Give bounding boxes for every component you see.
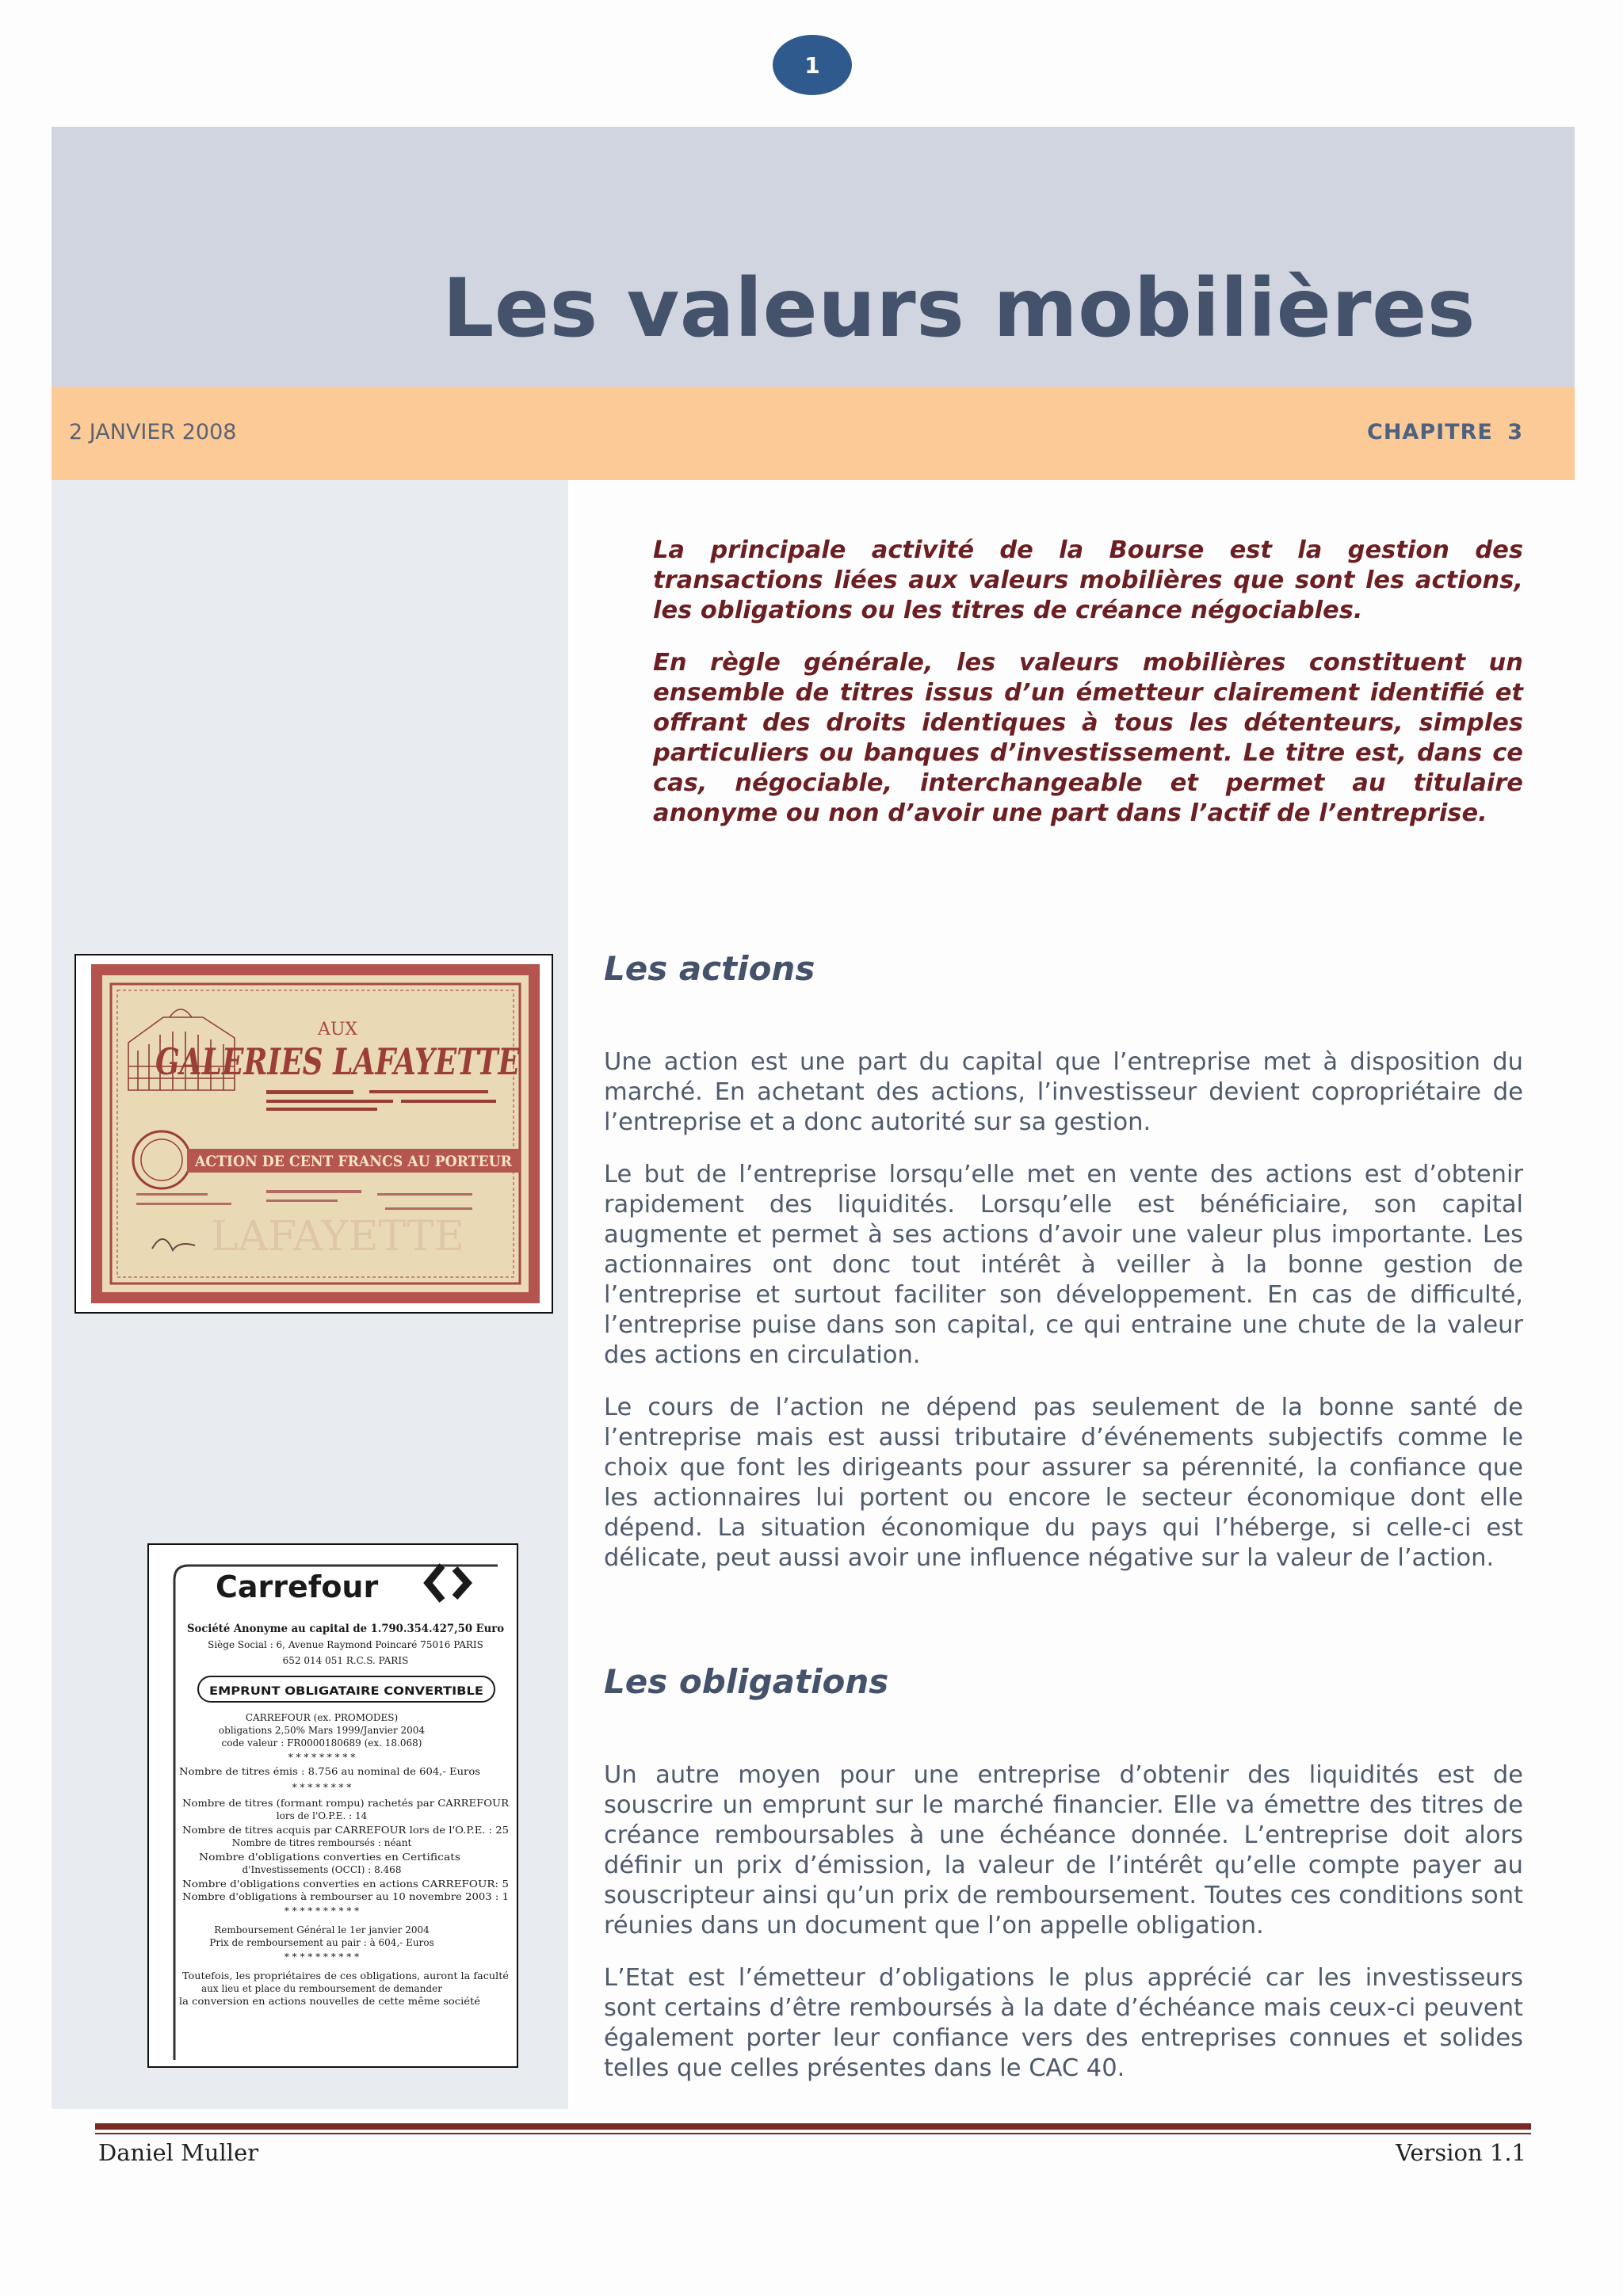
svg-text:Société Anonyme au capital de: Société Anonyme au capital de 1.790.354.427,50 Euro [187,1623,504,1635]
svg-text:* * * * * * * * *: * * * * * * * * * [288,1752,356,1763]
intro-paragraph: En règle générale, les valeurs mobilières constituent un ensemble de titres issus d’un émetteur clairement identifié et offrant des droits identiques à tous les détenteurs, simples particuliers ou banques d’investissement. Le titre est, dans ce cas, négociable, interchangeable et permet au titulaire anonyme ou non d’avoir une part dans l’actif de l’entreprise. [653,649,1523,827]
carrefour-bond-notice-image [147,1543,518,2068]
body-paragraph: Un autre moyen pour une entreprise d’obtenir des liquidités est de souscrire un emprunt sur le marché financier. Elle va émettre des titres de créance remboursables à une échéance donnée. L’entreprise doit alors définir un prix d’émission, la valeur de l’intérêt qu’elle compte payer au souscripteur ainsi qu’un prix de remboursement. Toutes ces conditions sont réunies dans un document que l’on appelle obligation. [604,1761,1523,1939]
svg-text:Nombre de titres acquis par CA: Nombre de titres acquis par CARREFOUR lors de l'O.P.E. : 25 [182,1825,509,1836]
svg-text:d'Investissements (OCCI) : 8.4: d'Investissements (OCCI) : 8.468 [242,1864,402,1875]
footer-divider [95,2123,1531,2130]
svg-text:* * * * * * * * * *: * * * * * * * * * * [284,1905,360,1917]
intro-block [653,536,1523,851]
meta-band [52,387,1575,480]
footer-divider-thin [95,2133,1531,2134]
svg-text:Nombre de titres remboursés :: Nombre de titres remboursés : néant [231,1837,412,1848]
certificate-company-name: GALERIES LAFAYETTE [155,1040,521,1083]
svg-text:CARREFOUR (ex. PROMODES): CARREFOUR (ex. PROMODES) [245,1712,399,1723]
page-number-badge: 1 [773,35,852,95]
svg-text:aux lieu et place du rembourse: aux lieu et place du remboursement de demander [201,1983,442,1994]
document-date: 2 JANVIER 2008 [69,420,237,444]
svg-text:Remboursement Général le 1er j: Remboursement Général le 1er janvier 2004 [214,1924,430,1936]
footer-author: Daniel Muller [98,2139,259,2166]
svg-text:obligations 2,50% Mars 1999/Ja: obligations 2,50% Mars 1999/Janvier 2004 [218,1725,426,1736]
section-heading-obligations: Les obligations [604,1662,889,1701]
svg-text:Nombre d'obligations convertie: Nombre d'obligations converties en Certificats [199,1852,460,1863]
carrefour-brand-text: Carrefour [216,1569,379,1604]
footer-version: Version 1.1 [1396,2139,1526,2166]
svg-text:* * * * * * * * * *: * * * * * * * * * * [284,1951,360,1962]
chapter-label: CHAPITRE 3 [1367,420,1523,444]
body-paragraph: L’Etat est l’émetteur d’obligations le plus apprécié car les investisseurs sont certains d’être remboursés à la date d’échéance mais ceux-ci peuvent également porter leur confiance vers des entreprises connues et solides telles que celles présentes dans le CAC 40. [604,1964,1523,2082]
section-body-obligations [604,1760,1523,2106]
svg-text:Nombre d'obligations convertie: Nombre d'obligations converties en actions CARREFOUR: 5 [182,1878,509,1890]
body-paragraph: Une action est une part du capital que l’entreprise met à disposition du marché. En achetant des actions, l’investisseur devient copropriétaire de l’entreprise et a donc autorité sur sa gestion. [604,1048,1523,1136]
svg-text:Prix de remboursement au pair: Prix de remboursement au pair : à 604,- Euros [209,1937,434,1948]
galeries-lafayette-certificate-image [74,954,553,1314]
body-paragraph: Le cours de l’action ne dépend pas seulement de la bonne santé de l’entreprise mais est aussi tributaire d’événements subjectifs comme le choix que font les dirigeants pour assurer sa pérennité, la confiance que les actionnaires lui portent ou encore le secteur économique dont elle dépend. La situation économique du pays qui l’héberge, si celle-ci est délicate, peut aussi avoir une influence négative sur la valeur de l’action. [604,1394,1523,1572]
svg-text:code valeur : FR0000180689 (ex: code valeur : FR0000180689 (ex. 18.068) [221,1737,422,1749]
svg-text:* * * * * * * *: * * * * * * * * [292,1782,352,1793]
svg-text:Siège Social : 6, Avenue Raymo: Siège Social : 6, Avenue Raymond Poincaré 75016 PARIS [208,1639,483,1650]
svg-text:Nombre d'obligations à rembour: Nombre d'obligations à rembourser au 10 novembre 2003 : 1 [182,1891,509,1902]
svg-text:Nombre de titres émis : 8.756: Nombre de titres émis : 8.756 au nominal de 604,- Euros [179,1766,480,1777]
svg-text:Toutefois, les propriétaires d: Toutefois, les propriétaires de ces obligations, auront la faculté [182,1970,509,1981]
title-band [52,127,1575,387]
body-paragraph: Le but de l’entreprise lorsqu’elle met en vente des actions est d’obtenir rapidement des liquidités. Lorsqu’elle est bénéficiaire, son capital augmente et permet à ses actions d’avoir une valeur plus importante. Les actionnaires ont donc tout intérêt à veiller à la bonne gestion de l’entreprise et surtout faciliter son développement. En cas de difficulté, l’entreprise puise dans son capital, ce qui entraine une chute de la valeur des actions en circulation. [604,1161,1523,1369]
svg-text:LAFAYETTE: LAFAYETTE [211,1213,464,1261]
svg-text:Nombre de titres (formant romp: Nombre de titres (formant rompu) rachetés par CARREFOUR [182,1798,510,1809]
certificate-aux-text: AUX [317,1020,358,1039]
intro-paragraph: La principale activité de la Bourse est la gestion des transactions liées aux valeurs mobilières que sont les actions, les obligations ou les titres de créance négociables. [653,536,1523,624]
section-heading-actions: Les actions [604,949,815,988]
svg-text:lors de l'O.P.E. : 14: lors de l'O.P.E. : 14 [276,1810,368,1821]
svg-text:652 014 051 R.C.S. PARIS: 652 014 051 R.C.S. PARIS [282,1655,409,1666]
certificate-action-text: ACTION DE CENT FRANCS AU PORTEUR [194,1153,513,1170]
document-title: Les valeurs mobilières [442,261,1476,356]
section-body-actions [604,1047,1523,1596]
svg-text:la conversion en actions nouve: la conversion en actions nouvelles de cette même société [179,1996,480,2007]
svg-text:EMPRUNT OBLIGATAIRE CONVERTIBL: EMPRUNT OBLIGATAIRE CONVERTIBLE [209,1685,483,1698]
